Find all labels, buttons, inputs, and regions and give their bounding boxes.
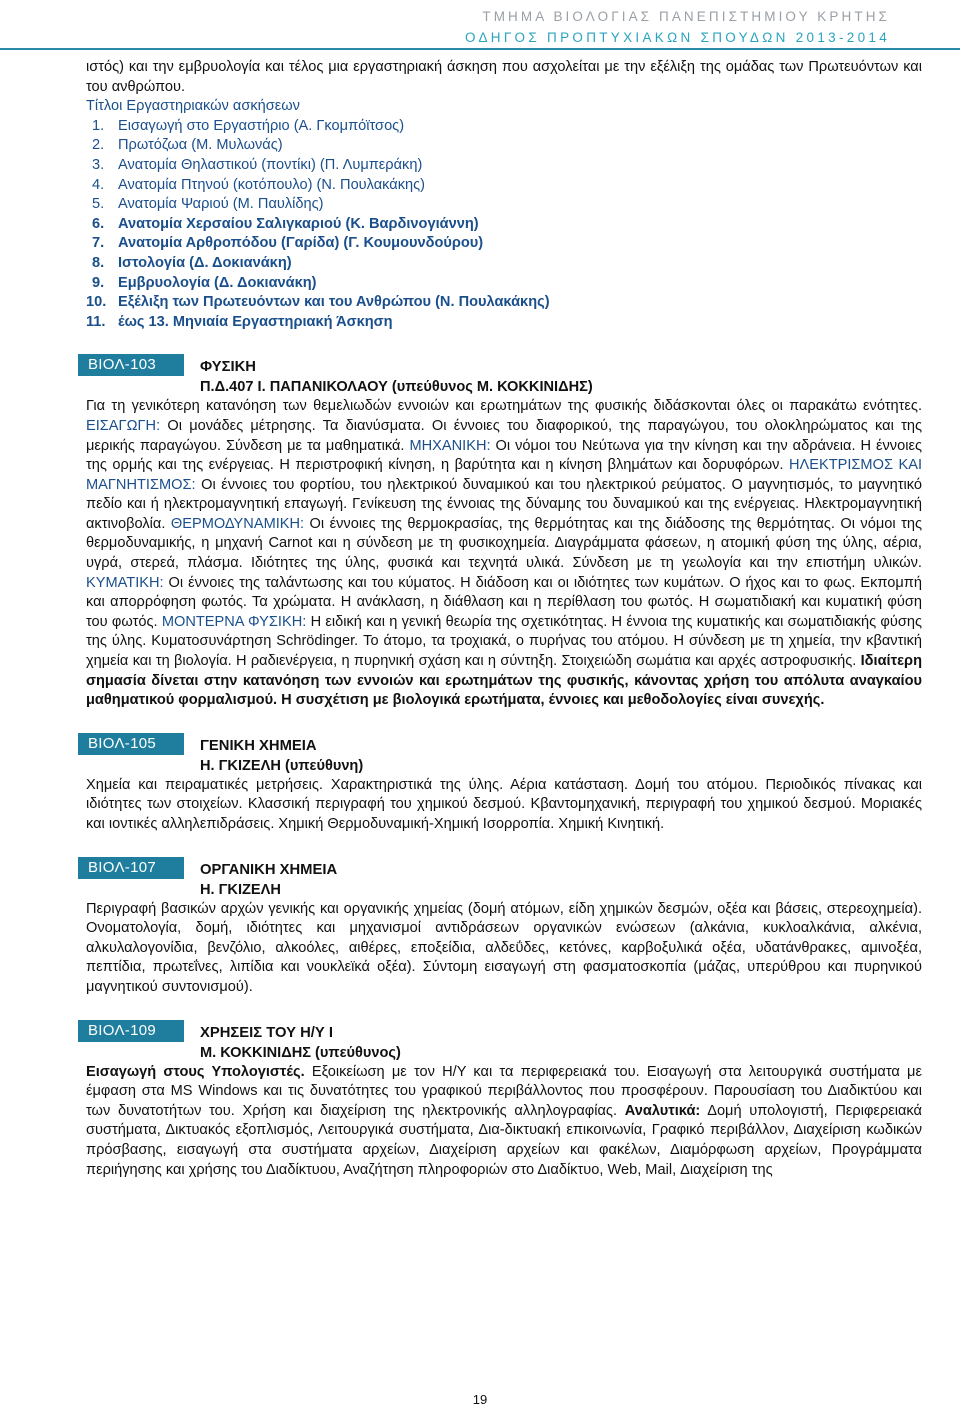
- description-segment: ΕΙΣΑΓΩΓΗ:: [86, 417, 161, 434]
- lab-item: [86, 234, 922, 254]
- description-segment: Αναλυτικά:: [624, 1102, 701, 1119]
- course-title: ΧΡΗΣΕΙΣ ΤΟΥ Η/Υ Ι: [200, 1024, 334, 1041]
- lab-item: [86, 254, 922, 274]
- course-section: [86, 354, 922, 711]
- description-segment: ΜΟΝΤΕΡΝΑ ΦΥΣΙΚΗ:: [161, 613, 307, 630]
- description-segment: Η ειδική και η γενική θεωρία της σχετικότητας. Η έννοια της κυματικής και σωματιδιακής φύσης της ύλης. Κυματοσυνάρτηση Schrödinger. Το άτομο, τα τροχιακά, ο πυρήνας του ατόμου. Η σύνδεση με τη χημεία, την κβαντική χημεία και τη βιολογία. Η ραδιενέργεια, η πυρηνική σχάση και η σύντηξη. Στοιχειώδη σωμάτια και αρχές αστροφυσικής.: [86, 613, 923, 670]
- course-heading: [86, 733, 922, 776]
- labs-title: Τίτλοι Εργαστηριακών ασκήσεων: [86, 98, 300, 115]
- course-section: [86, 733, 922, 835]
- course-heading: [86, 857, 922, 900]
- description-segment: Χημεία και πειραματικές μετρήσεις. Χαρακτηριστικά της ύλης. Αέρια κατάσταση. Δομή του ατόμου. Περιοδικός πίνακας και ιδιότητες των στοιχείων. Κλασσική περιγραφή του χημικού δεσμού. Κβαντομηχανική, περιγραφή του χημικού δεσμού. Μοριακές και ιοντικές αλληλεπιδράσεις. Χημική Θερμοδυναμική-Χημική Ισορροπία. Χημική Κινητική.: [86, 776, 922, 832]
- course-title: ΓΕΝΙΚΗ ΧΗΜΕΙΑ: [200, 737, 317, 754]
- lab-item: [86, 215, 922, 235]
- course-list: [86, 354, 922, 1180]
- course-title: ΦΥΣΙΚΗ: [200, 359, 256, 376]
- description-segment: Οι έννοιες της ταλάντωσης και του κύματος. Η διάδοση και οι ιδιότητες των κυμάτων. Ο ήχος και το φως. Εκπομπή και απορρόφηση φωτός. Τα χρώματα. Η ανάκλαση, η διάθλαση και η περίθλαση του φωτός. Η σωματιδιακή και κυματική φύση του φωτός.: [86, 574, 922, 630]
- lab-item-title: Εξέλιξη των Πρωτευόντων και του Ανθρώπου (Ν. Πουλακάκης): [118, 294, 550, 311]
- lab-item: [86, 136, 922, 156]
- lab-item-number: 5.: [92, 196, 105, 213]
- labs-list: [86, 117, 922, 333]
- course-title: ΟΡΓΑΝΙΚΗ ΧΗΜΕΙΑ: [200, 861, 338, 878]
- lab-item: [86, 293, 922, 313]
- lab-item-number: 3.: [92, 156, 105, 173]
- lab-item-title: Ανατομία Θηλαστικού (ποντίκι) (Π. Λυμπεράκη): [118, 156, 423, 173]
- course-instructor: Π.Δ.407 Ι. ΠΑΠΑΝΙΚΟΛΑΟΥ (υπεύθυνος Μ. ΚΟΚΚΙΝΙΔΗΣ): [200, 379, 593, 396]
- lab-item-number: 9.: [92, 274, 105, 291]
- page-number: 19: [472, 1392, 488, 1407]
- lab-item-number: 1.: [92, 117, 105, 134]
- course-section: [86, 1020, 922, 1181]
- lab-item-title: Ανατομία Αρθροπόδου (Γαρίδα) (Γ. Κουμουνδούρου): [118, 235, 484, 252]
- lab-item-title: έως 13. Μηνιαία Εργαστηριακή Άσκηση: [118, 313, 393, 330]
- description-segment: ΘΕΡΜΟΔΥΝΑΜΙΚΗ:: [170, 515, 305, 532]
- lab-item-number: 8.: [92, 254, 105, 271]
- lab-item-number: 2.: [92, 137, 105, 154]
- lab-item-title: Εισαγωγή στο Εργαστήριο (Α. Γκομπόϊτσος): [118, 117, 405, 134]
- description-segment: Δομή υπολογιστή, Περιφερειακά συστήματα, Δικτυακός εξοπλισμός, Λειτουργικά συστήματα, Δια-δικτυακή επικοινωνία, Γραφικό περιβάλλον, Διαχείριση κωδικών πρόσβασης, εισαγωγή στα συστήματα αρχείων, Διαχείριση αρχείων και φακέλων, Διαμόρφωση αρχείων, Προγράμματα περιήγησης και χρήσης του Διαδίκτυου, Αναζήτηση πληροφοριών στο Διαδίκτυο, Web, Mail, Διαχείριση της: [86, 1102, 922, 1178]
- course-code-badge: ΒΙΟΛ-107: [78, 857, 184, 879]
- lab-item: [86, 117, 922, 137]
- lab-item: [86, 195, 922, 215]
- lab-item-number: 11.: [86, 313, 106, 330]
- description-segment: Για τη γενικότερη κατανόηση των θεμελιωδών εννοιών και ερωτημάτων της φυσικής διδάσκονται όλες οι παρακάτω ενότητες.: [86, 398, 922, 415]
- course-instructor: Η. ΓΚΙΖΕΛΗ: [200, 881, 281, 898]
- course-description: [86, 397, 922, 711]
- page-header: [465, 6, 890, 48]
- description-segment: Περιγραφή βασικών αρχών γενικής και οργανικής χημείας (δομή ατόμων, είδη χημικών δεσμών, οξέα και βάσεις, στερεοχημεία). Ονοματολογία, δομή, ιδιότητες και μηχανισμοί αντιδράσεων οργανικών ενώσεων (αλκάνια, κυκλοαλκάνια, αλκένια, αλκυλαλογονίδια, βενζόλιο, αλκοόλες, αιθέρες, εποξείδια, αλδεΰδες, κετόνες, καρβοξυλικά οξέα, υδατάνθρακες, αμινοξέα, πεπτίδια, πρωτεΐνες, λιπίδια και νουκλεϊκά οξέα). Σύντομη εισαγωγή στη φασματοσκοπία (μάζας, υπερύθρου και πυρηνικού μαγνητικού συντονισμού).: [86, 900, 922, 995]
- description-segment: Εξοικείωση με τον Η/Υ και τα περιφερειακά του. Εισαγωγή στα λειτουργικά συστήματα με έμφαση στα MS Windows και τις δυνατότητες του γραφικού περιβάλλοντος που προσφέρουν. Παρουσίαση του Διαδικτύου και των δυνατοτήτων του. Χρήση και διαχείριση της ηλεκτρονικής αλληλογραφίας.: [86, 1063, 922, 1119]
- description-segment: Οι έννοιες της θερμοκρασίας, της θερμότητας και της διάδοσης της θερμότητας. Οι νόμοι της θερμοδυναμικής, η μηχανή Carnot και η σύνδεση με τη φυσικοχημεία. Διαγράμματα φάσεων, η ατομική φύση της ύλης, αέρια, υγρά, στερεά, πλάσμα. Ιδιότητες της ύλης, φυσικά και τεχνητά υλικά. Σύνδεση με τη γεωλογία και την επιστήμη υλικών.: [86, 515, 922, 572]
- lab-item-title: Ανατομία Ψαριού (Μ. Παυλίδης): [118, 196, 324, 213]
- course-code-badge: ΒΙΟΛ-103: [78, 354, 184, 376]
- description-segment: Ιδιαίτερη σημασία δίνεται στην κατανόηση των εννοιών και ερωτημάτων της φυσικής, κάνοντας χρήση του απόλυτα αναγκαίου μαθηματικού φορμαλισμού. Η συσχέτιση με βιολογικά ερωτήματα, έννοιες και μεθοδολογίες είναι συνεχής.: [86, 653, 922, 709]
- lab-item-title: Ανατομία Χερσαίου Σαλιγκαριού (Κ. Βαρδινογιάννη): [118, 215, 479, 232]
- description-segment: Οι έννοιες του φορτίου, του ηλεκτρικού δυναμικού και του ηλεκτρικού ρεύματος. Ο μαγνητισμός, το μαγνητικό πεδίο και ή ηλεκτρομαγνητική επαγωγή. Γενίκευση της έννοιας της δύναμης του δυναμικού και της ενέργειας. Ηλεκτρομαγνητική ακτινοβολία.: [86, 476, 922, 532]
- course-instructor: Η. ΓΚΙΖΕΛΗ (υπεύθυνη): [200, 757, 364, 774]
- course-heading: [86, 354, 922, 397]
- description-segment: Οι μονάδες μέτρησης. Τα διανύσματα. Οι έννοιες του διαφορικού, της παραγώγου, του ολοκληρώματος και της μερικής παραγώγου. Σύνδεση με τα μαθηματικά.: [86, 417, 922, 454]
- description-segment: ΚΥΜΑΤΙΚΗ:: [86, 574, 164, 591]
- description-segment: Οι νόμοι του Νεύτωνα για την κίνηση και την αδράνεια. Η έννοιες της ορμής και της ενέργειας. Η περιστροφική κίνηση, η βαρύτητα και η κίνηση βλημάτων και δορυφόρων.: [86, 437, 922, 474]
- course-instructor: Μ. ΚΟΚΚΙΝΙΔΗΣ (υπεύθυνος): [200, 1044, 401, 1061]
- lab-item: [86, 176, 922, 196]
- lab-item-title: Εμβρυολογία (Δ. Δοκιανάκη): [118, 274, 317, 291]
- lab-item-title: Πρωτόζωα (Μ. Μυλωνάς): [118, 137, 283, 154]
- lab-item-title: Ανατομία Πτηνού (κοτόπουλο) (Ν. Πουλακάκης): [118, 176, 426, 193]
- course-code-badge: ΒΙΟΛ-109: [78, 1020, 184, 1042]
- page-content: [86, 58, 922, 1180]
- course-description: [86, 776, 922, 835]
- lab-item-title: Ιστολογία (Δ. Δοκιανάκη): [118, 254, 292, 271]
- description-segment: ΗΛΕΚΤΡΙΣΜΟΣ ΚΑΙ ΜΑΓΝΗΤΙΣΜΟΣ:: [86, 457, 922, 493]
- lab-item-number: 6.: [92, 215, 105, 232]
- lab-item-number: 4.: [92, 176, 105, 193]
- description-segment: Εισαγωγή στους Υπολογιστές.: [86, 1063, 305, 1080]
- lab-item: [86, 274, 922, 294]
- course-description: [86, 1063, 922, 1181]
- course-description: [86, 900, 922, 998]
- lab-item: [86, 313, 922, 333]
- lab-item-number: 10.: [86, 294, 107, 311]
- description-segment: ΜΗΧΑΝΙΚΗ:: [409, 437, 491, 454]
- lab-item: [86, 156, 922, 176]
- course-code-badge: ΒΙΟΛ-105: [78, 733, 184, 755]
- header-divider: [0, 48, 960, 50]
- header-department: ΤΜΗΜΑ ΒΙΟΛΟΓΙΑΣ ΠΑΝΕΠΙΣΤΗΜΙΟΥ ΚΡΗΤΗΣ: [482, 9, 890, 24]
- course-section: [86, 857, 922, 998]
- intro-paragraph: ιστός) και την εμβρυολογία και τέλος μια εργαστηριακή άσκηση που ασχολείται με την εξέλιξη της ομάδας των Πρωτευόντων και του ανθρώπου.: [86, 59, 922, 95]
- lab-item-number: 7.: [92, 235, 105, 252]
- course-heading: [86, 1020, 922, 1063]
- header-guide-title: ΟΔΗΓΟΣ ΠΡΟΠΤΥΧΙΑΚΩΝ ΣΠΟΥΔΩΝ 2013-2014: [464, 30, 890, 45]
